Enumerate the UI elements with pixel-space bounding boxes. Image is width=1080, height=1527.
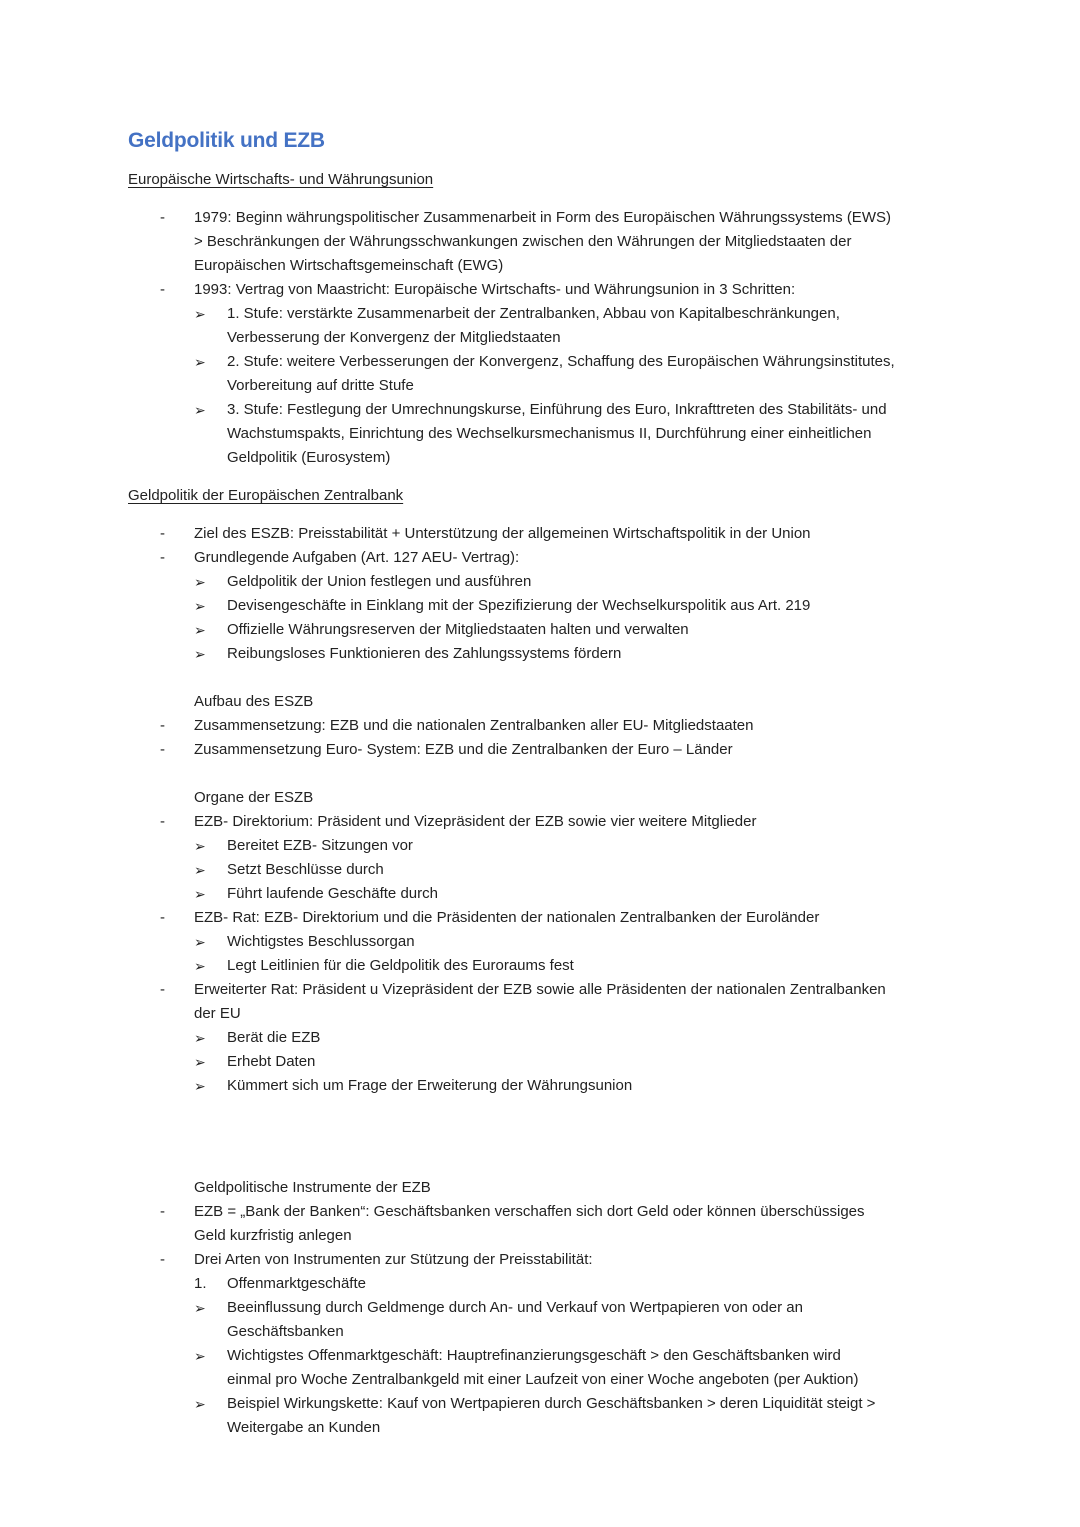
text-line: Zusammensetzung: EZB und die nationalen Zentralbanken aller EU- Mitgliedstaaten	[194, 717, 754, 734]
dash-list-item	[128, 546, 1028, 570]
dash-bullet-icon: -	[160, 525, 165, 542]
arrow-bullet-icon: ➢	[194, 1054, 206, 1070]
arrow-list-item	[128, 642, 1028, 666]
dash-bullet-icon: -	[160, 717, 165, 734]
arrow-list-item	[128, 1296, 1028, 1344]
dash-bullet-icon: -	[160, 1251, 165, 1268]
text-line: Setzt Beschlüsse durch	[227, 861, 384, 878]
arrow-list-item	[128, 350, 1028, 398]
dash-bullet-icon: -	[160, 741, 165, 758]
arrow-list-item	[128, 302, 1028, 350]
document-title: Geldpolitik und EZB	[128, 129, 325, 152]
text-line: Wichtigstes Beschlussorgan	[227, 933, 415, 950]
text-line: 1. Stufe: verstärkte Zusammenarbeit der Zentralbanken, Abbau von Kapitalbeschränkungen,	[227, 305, 840, 322]
arrow-list-item	[128, 594, 1028, 618]
spacer	[128, 1098, 1028, 1176]
dash-list-item	[128, 1248, 1028, 1272]
text-line: Kümmert sich um Frage der Erweiterung der Währungsunion	[227, 1077, 633, 1094]
arrow-list-item	[128, 858, 1028, 882]
arrow-bullet-icon: ➢	[194, 574, 206, 590]
text-line: Wachstumspakts, Einrichtung des Wechselkursmechanismus II, Durchführung einer einheitlichen	[227, 425, 872, 442]
dash-list-item	[128, 738, 1028, 762]
text-line: Erhebt Daten	[227, 1053, 316, 1070]
dash-bullet-icon: -	[160, 813, 165, 830]
text-line: Europäischen Wirtschaftsgemeinschaft (EWG)	[194, 257, 504, 274]
text-line: EZB = „Bank der Banken“: Geschäftsbanken verschaffen sich dort Geld oder können überschüssiges	[194, 1203, 865, 1220]
text-line: Reibungsloses Funktionieren des Zahlungssystems fördern	[227, 645, 622, 662]
text-line: Beispiel Wirkungskette: Kauf von Wertpapieren durch Geschäftsbanken > deren Liquidität steigt >	[227, 1395, 876, 1412]
text-line: Drei Arten von Instrumenten zur Stützung der Preisstabilität:	[194, 1251, 593, 1268]
text-line: Weitergabe an Kunden	[227, 1419, 381, 1436]
numbered-item	[128, 1272, 1028, 1296]
arrow-list-item	[128, 1050, 1028, 1074]
arrow-list-item	[128, 618, 1028, 642]
arrow-bullet-icon: ➢	[194, 622, 206, 638]
arrow-list-item	[128, 882, 1028, 906]
text-line: Führt laufende Geschäfte durch	[227, 885, 438, 902]
subheading	[128, 1176, 1028, 1200]
arrow-list-item	[128, 1392, 1028, 1440]
spacer	[128, 666, 1028, 690]
subheading	[128, 786, 1028, 810]
arrow-list-item	[128, 930, 1028, 954]
text-line: 2. Stufe: weitere Verbesserungen der Konvergenz, Schaffung des Europäischen Währungsinstitutes,	[227, 353, 895, 370]
dash-list-item	[128, 978, 1028, 1026]
arrow-bullet-icon: ➢	[194, 1348, 206, 1364]
text-line: Geld kurzfristig anlegen	[194, 1227, 352, 1244]
text-line: Bereitet EZB- Sitzungen vor	[227, 837, 413, 854]
subheading	[128, 690, 1028, 714]
dash-bullet-icon: -	[160, 281, 165, 298]
arrow-list-item	[128, 1344, 1028, 1392]
dash-list-item	[128, 278, 1028, 302]
text-line: Geschäftsbanken	[227, 1323, 344, 1340]
dash-bullet-icon: -	[160, 981, 165, 998]
document	[128, 126, 1028, 1440]
dash-list-item	[128, 206, 1028, 278]
arrow-bullet-icon: ➢	[194, 1030, 206, 1046]
arrow-bullet-icon: ➢	[194, 886, 206, 902]
arrow-bullet-icon: ➢	[194, 402, 206, 418]
arrow-list-item	[128, 1074, 1028, 1098]
text-line: Offizielle Währungsreserven der Mitgliedstaaten halten und verwalten	[227, 621, 689, 638]
dash-bullet-icon: -	[160, 1203, 165, 1220]
arrow-bullet-icon: ➢	[194, 838, 206, 854]
text-line: einmal pro Woche Zentralbankgeld mit einer Laufzeit von einer Woche angeboten (per Auktion)	[227, 1371, 859, 1388]
text-line: Vorbereitung auf dritte Stufe	[227, 377, 414, 394]
section-heading: Geldpolitik der Europäischen Zentralbank	[128, 487, 404, 504]
text-line: Legt Leitlinien für die Geldpolitik des Euroraums fest	[227, 957, 574, 974]
dash-list-item	[128, 714, 1028, 738]
dash-bullet-icon: -	[160, 909, 165, 926]
text-line: Zusammensetzung Euro- System: EZB und die Zentralbanken der Euro – Länder	[194, 741, 733, 758]
spacer	[128, 762, 1028, 786]
text-line: der EU	[194, 1005, 241, 1022]
text-line: > Beschränkungen der Währungsschwankungen zwischen den Währungen der Mitgliedstaaten der	[194, 233, 852, 250]
text-line: Aufbau des ESZB	[194, 693, 314, 710]
arrow-bullet-icon: ➢	[194, 958, 206, 974]
arrow-bullet-icon: ➢	[194, 1300, 206, 1316]
text-line: Verbesserung der Konvergenz der Mitgliedstaaten	[227, 329, 561, 346]
section-heading: Europäische Wirtschafts- und Währungsunion	[128, 171, 434, 188]
text-line: Geldpolitik (Eurosystem)	[227, 449, 391, 466]
arrow-bullet-icon: ➢	[194, 646, 206, 662]
text-line: 1993: Vertrag von Maastricht: Europäische Wirtschafts- und Währungsunion in 3 Schritten:	[194, 281, 796, 298]
arrow-bullet-icon: ➢	[194, 934, 206, 950]
text-line: Geldpolitik der Union festlegen und ausführen	[227, 573, 532, 590]
dash-list-item	[128, 522, 1028, 546]
text-line: Berät die EZB	[227, 1029, 321, 1046]
dash-list-item	[128, 906, 1028, 930]
text-line: Devisengeschäfte in Einklang mit der Spezifizierung der Wechselkurspolitik aus Art. 219	[227, 597, 811, 614]
text-line: Organe der ESZB	[194, 789, 314, 806]
arrow-bullet-icon: ➢	[194, 598, 206, 614]
dash-bullet-icon: -	[160, 549, 165, 566]
text-line: 1979: Beginn währungspolitischer Zusammenarbeit in Form des Europäischen Währungssystems (EWS)	[194, 209, 891, 226]
arrow-list-item	[128, 570, 1028, 594]
arrow-list-item	[128, 954, 1028, 978]
arrow-bullet-icon: ➢	[194, 306, 206, 322]
text-line: Wichtigstes Offenmarktgeschäft: Hauptrefinanzierungsgeschäft > den Geschäftsbanken wird	[227, 1347, 841, 1364]
dash-list-item	[128, 1200, 1028, 1248]
text-line: 3. Stufe: Festlegung der Umrechnungskurse, Einführung des Euro, Inkrafttreten des Stabilitäts- und	[227, 401, 887, 418]
arrow-bullet-icon: ➢	[194, 1396, 206, 1412]
list-number: 1.	[194, 1275, 207, 1292]
document-body	[128, 168, 1028, 1440]
text-line: Ziel des ESZB: Preisstabilität + Unterstützung der allgemeinen Wirtschaftspolitik in der Union	[194, 525, 811, 542]
arrow-bullet-icon: ➢	[194, 1078, 206, 1094]
text-line: Erweiterter Rat: Präsident u Vizepräsident der EZB sowie alle Präsidenten der nationalen Zentralbanken	[194, 981, 886, 998]
text-line: Grundlegende Aufgaben (Art. 127 AEU- Vertrag):	[194, 549, 520, 566]
arrow-list-item	[128, 398, 1028, 470]
text-line: EZB- Direktorium: Präsident und Vizepräsident der EZB sowie vier weitere Mitglieder	[194, 813, 757, 830]
dash-bullet-icon: -	[160, 209, 165, 226]
text-line: Offenmarktgeschäfte	[227, 1275, 366, 1292]
text-line: Beeinflussung durch Geldmenge durch An- und Verkauf von Wertpapieren von oder an	[227, 1299, 803, 1316]
arrow-list-item	[128, 834, 1028, 858]
text-line: Geldpolitische Instrumente der EZB	[194, 1179, 431, 1196]
text-line: EZB- Rat: EZB- Direktorium und die Präsidenten der nationalen Zentralbanken der Euroländer	[194, 909, 820, 926]
arrow-bullet-icon: ➢	[194, 354, 206, 370]
arrow-list-item	[128, 1026, 1028, 1050]
arrow-bullet-icon: ➢	[194, 862, 206, 878]
dash-list-item	[128, 810, 1028, 834]
